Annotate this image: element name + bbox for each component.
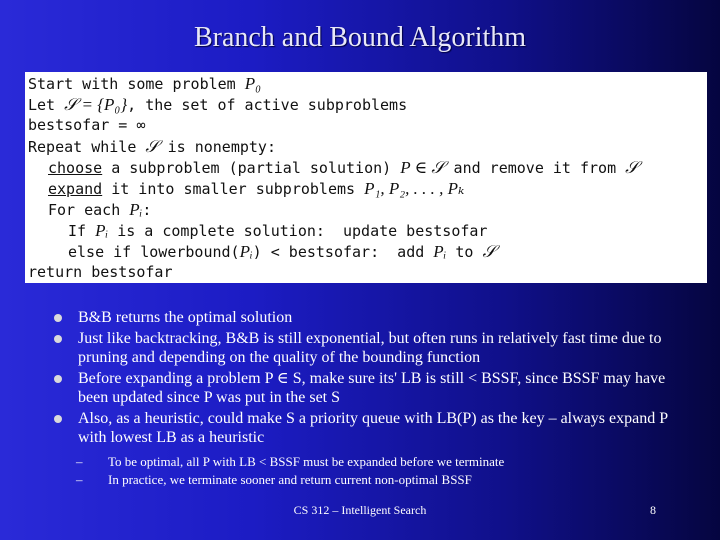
algo-line-10: return bestsofar <box>28 263 173 281</box>
algo-line-7: For each Pᵢ: <box>48 200 152 219</box>
bullet-dot-icon <box>54 314 62 322</box>
slide-title: Branch and Bound Algorithm <box>193 22 527 53</box>
algo-line-2: Let 𝒮 = {P₀}, the set of active subproblems <box>28 95 408 114</box>
bullet-dot-icon <box>54 375 62 383</box>
bullet-list <box>54 308 694 489</box>
algo-line-9: else if lowerbound(Pᵢ) < bestsofar: add Pᵢ to 𝒮 <box>68 242 496 261</box>
sub-bullet-list <box>54 453 694 489</box>
algo-line-5: choose a subproblem (partial solution) P ∈ 𝒮 and remove it from 𝒮 <box>48 158 639 177</box>
bullet-item: Also, as a heuristic, could make S a priority queue with LB(P) as the key – always expand P with lowest LB as a heuristic <box>54 409 694 447</box>
algo-line-6: expand it into smaller subproblems P₁, P₂, . . . , Pₖ <box>48 179 465 198</box>
slide-footer: CS 312 – Intelligent Search <box>293 503 427 517</box>
sub-bullet-item: – In practice, we terminate sooner and return current non-optimal BSSF <box>76 472 472 487</box>
algo-line-8: If Pᵢ is a complete solution: update bestsofar <box>68 221 488 240</box>
page-number: 8 <box>650 503 656 517</box>
bullet-dot-icon <box>54 415 62 423</box>
algo-line-3: bestsofar = ∞ <box>28 116 146 134</box>
bullet-item: Just like backtracking, B&B is still exponential, but often runs in relatively fast time due to pruning and depending on the quality of the bounding function <box>54 329 694 367</box>
sub-bullet-item: – To be optimal, all P with LB < BSSF must be expanded before we terminate <box>76 454 505 469</box>
algo-line-4: Repeat while 𝒮 is nonempty: <box>28 137 276 156</box>
bullet-item: Before expanding a problem P ∈ S, make sure its' LB is still < BSSF, since BSSF may have been updated since P was put in the set S <box>54 369 694 407</box>
algorithm-box <box>25 72 707 283</box>
bullet-item: B&B returns the optimal solution <box>54 308 694 327</box>
bullet-dot-icon <box>54 335 62 343</box>
algo-line-1: Start with some problem P₀ <box>28 74 262 93</box>
